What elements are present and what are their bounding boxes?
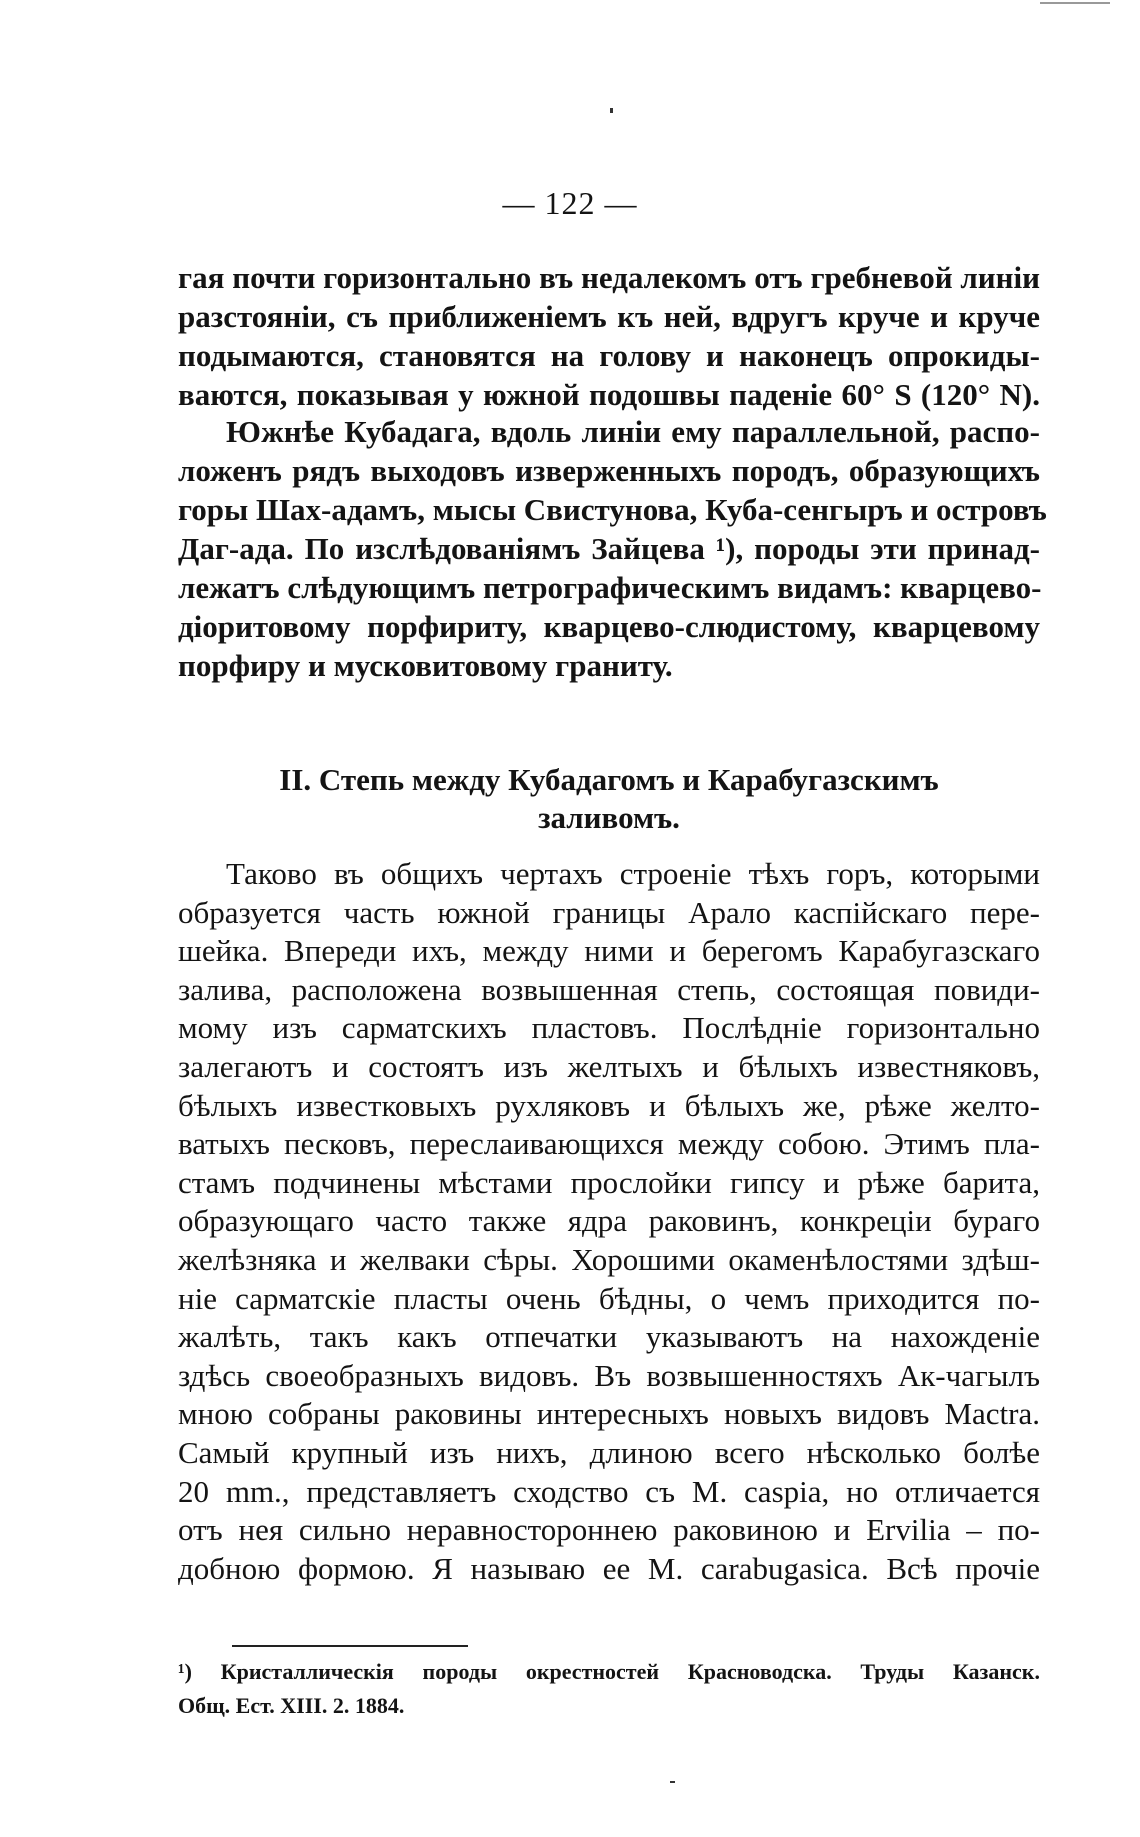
scan-speck: [670, 1781, 675, 1783]
text-line: лежатъ слѣдующимъ петрографическимъ видамъ: кварцево-: [178, 570, 1042, 605]
text-line: мому изъ сарматскихъ пластовъ. Послѣдніе горизонтально: [178, 1010, 1040, 1046]
text-line: мною собраны раковины интересныхъ новыхъ видовъ Mactra.: [178, 1396, 1040, 1432]
text-line: 20 mm., представляетъ сходство съ M. caspia, но отличается: [178, 1473, 1040, 1509]
text-line: гая почти горизонтально въ недалекомъ отъ гребневой линіи: [178, 260, 1040, 295]
text-line: Даг-ада. По изслѣдованіямъ Зайцева ¹), породы эти принад-: [178, 531, 1040, 566]
text-line: жалѣть, такъ какъ отпечатки указываютъ на нахожденіе: [178, 1319, 1040, 1355]
text-line: діоритовому порфириту, кварцево-слюдистому, кварцевому: [178, 609, 1040, 644]
section-heading-continuation: заливомъ.: [538, 800, 680, 835]
page-number: — 122 —: [502, 185, 638, 221]
text-line: стамъ подчинены мѣстами прослойки гипсу и рѣже барита,: [178, 1164, 1040, 1200]
text-line: желѣзняка и желваки сѣры. Хорошими окаменѣлостями здѣш-: [178, 1241, 1040, 1277]
text-line: образуется часть южной границы Арало каспійскаго пере-: [178, 894, 1040, 930]
footnote-line: ¹) Кристаллическія породы окрестностей Красноводска. Труды Казанск.: [178, 1659, 1040, 1684]
text-line: горы Шах-адамъ, мысы Свистунова, Куба-сенгыръ и островъ: [178, 492, 1047, 527]
footnote-line: Общ. Ест. XIII. 2. 1884.: [178, 1693, 405, 1718]
text-line: Самый крупный изъ нихъ, длиною всего нѣсколько болѣе: [178, 1434, 1040, 1470]
text-line: здѣсь своеобразныхъ видовъ. Въ возвышенностяхъ Ак-чагылъ: [178, 1357, 1040, 1393]
paragraph-steppe: [178, 855, 1040, 1588]
paragraph-continued: [178, 258, 1040, 414]
text-line: шейка. Впереди ихъ, между ними и берегомъ Карабугазскаго: [178, 933, 1040, 969]
text-line: ложенъ рядъ выходовъ изверженныхъ породъ, образующихъ: [178, 453, 1040, 488]
text-line: образующаго часто также ядра раковинъ, конкреціи бураго: [178, 1203, 1040, 1239]
scan-edge-marks: [1040, 2, 1110, 4]
text-line: ватыхъ песковъ, переслаивающихся между собою. Этимъ пла-: [178, 1126, 1040, 1162]
text-line: порфиру и мусковитовому граниту.: [178, 648, 673, 683]
text-line: залегаютъ и состоятъ изъ желтыхъ и бѣлыхъ известняковъ,: [178, 1048, 1040, 1084]
text-line: ваются, показывая у южной подошвы паденіе 60° S (120° N).: [178, 377, 1040, 412]
text-line: подымаются, становятся на голову и наконецъ опрокиды-: [178, 338, 1040, 373]
text-line: Южнѣе Кубадага, вдоль линіи ему параллельной, распо-: [226, 414, 1040, 449]
text-line: ніе сарматскіе пласты очень бѣдны, о чемъ приходится по-: [178, 1280, 1040, 1316]
text-line: залива, расположена возвышенная степь, состоящая повиди-: [178, 971, 1040, 1007]
section-heading: II. Степь между Кубадагомъ и Карабугазскимъ: [279, 762, 939, 797]
text-line: добною формою. Я называю ее M. carabugasica. Всѣ прочіе: [178, 1550, 1040, 1586]
text-line: Таково въ общихъ чертахъ строеніе тѣхъ горъ, которыми: [226, 856, 1040, 891]
paragraph-intrusive-rocks: [178, 412, 1047, 685]
text-line: бѣлыхъ известковыхъ рухляковъ и бѣлыхъ же, рѣже желто-: [178, 1087, 1040, 1123]
footnote-divider: [232, 1645, 468, 1647]
scan-speck: [610, 108, 613, 113]
text-line: отъ нея сильно неравностороннею раковиною и Ervilia – по-: [178, 1512, 1040, 1548]
text-line: разстояніи, съ приближеніемъ къ ней, вдругъ круче и круче: [178, 299, 1040, 334]
